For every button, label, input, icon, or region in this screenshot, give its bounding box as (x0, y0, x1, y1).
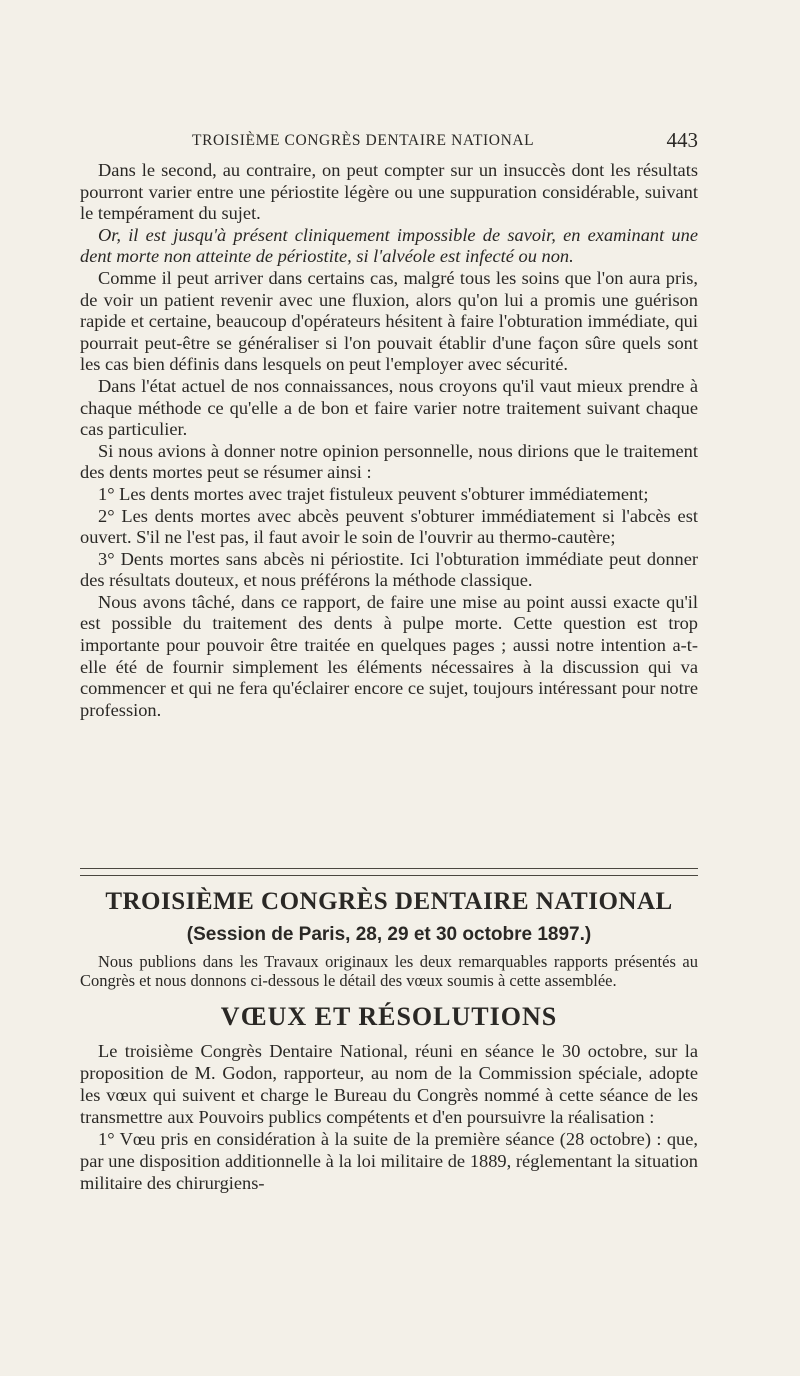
resolutions-title: VŒUX ET RÉSOLUTIONS (220, 1002, 558, 1031)
running-head (80, 130, 698, 152)
list-item: 1° Les dents mortes avec trajet fistuleux peuvent s'obturer immédiatement; (98, 483, 649, 504)
section-intro: Nous publions dans les Travaux originaux les deux remarquables rapports présentés au Congrès et nous donnons ci-dessous le détail des vœux soumis à cette assemblée. (80, 952, 698, 990)
paragraph: Dans le second, au contraire, on peut compter sur un insuccès dont les résultats pourront varier entre une périostite légère ou une suppuration considérable, suivant le tempérament du sujet. (80, 160, 698, 224)
section-subtitle: (Session de Paris, 28, 29 et 30 octobre 1897.) (186, 924, 592, 945)
resolutions-text (80, 1040, 698, 1194)
report-conclusion (80, 160, 698, 721)
paragraph: Le troisième Congrès Dentaire National, réuni en séance le 30 octobre, sur la proposition de M. Godon, rapporteur, au nom de la Commission spéciale, adopte les vœux qui suivent et charge le Bureau du Congrès nommé à cette séance de les transmettre aux Pouvoirs publics compétents et d'en poursuivre la réalisation : (80, 1041, 698, 1127)
paragraph: Dans l'état actuel de nos connaissances, nous croyons qu'il vaut mieux prendre à chaque méthode ce qu'elle a de bon et faire varier notre traitement suivant chaque cas particulier. (80, 375, 698, 440)
list-item: 2° Les dents mortes avec abcès peuvent s'obturer immédiatement si l'abcès est ouvert. S'il ne l'est pas, il faut avoir le soin de l'ouvrir au thermo-cautère; (80, 505, 698, 548)
section-title: TROISIÈME CONGRÈS DENTAIRE NATIONAL (105, 888, 673, 915)
congress-section (80, 886, 698, 1194)
page-number: 443 (666, 128, 698, 152)
paragraph: Comme il peut arriver dans certains cas, malgré tous les soins que l'on aura pris, de voir un patient revenir avec une fluxion, alors qu'on lui a promis une guérison rapide et certaine, beaucoup d'opérateurs hésitent à faire l'obturation immédiate, qui pourrait peut-être se généraliser si l'on pouvait établir d'une façon sûre quels sont les cas bien définis dans lesquels on peut l'employer avec sécurité. (80, 267, 698, 375)
section-divider (80, 868, 698, 876)
list-item: 3° Dents mortes sans abcès ni périostite. Ici l'obturation immédiate peut donner des résultats douteux, et nous préférons la méthode classique. (80, 548, 698, 591)
italic-paragraph: Or, il est jusqu'à présent cliniquement impossible de savoir, en examinant une dent morte non atteinte de périostite, si l'alvéole est infecté ou non. (80, 224, 698, 267)
running-title: TROISIÈME CONGRÈS DENTAIRE NATIONAL (192, 132, 535, 149)
paragraph: Nous avons tâché, dans ce rapport, de faire une mise au point aussi exacte qu'il est possible du traitement des dents à pulpe morte. Cette question est trop importante pour pouvoir être traitée en quelques pages ; aussi notre intention a-t-elle été de fournir simplement les éléments nécessaires à la discussion qui va commencer et qui ne fera qu'éclairer encore ce sujet, toujours intéressant pour notre profession. (80, 591, 698, 720)
paragraph: 1° Vœu pris en considération à la suite de la première séance (28 octobre) : que, par une disposition additionnelle à la loi militaire de 1889, réglementant la situation militaire des chirurgiens- (80, 1129, 698, 1193)
paragraph: Si nous avions à donner notre opinion personnelle, nous dirions que le traitement des dents mortes peut se résumer ainsi : (80, 440, 698, 483)
